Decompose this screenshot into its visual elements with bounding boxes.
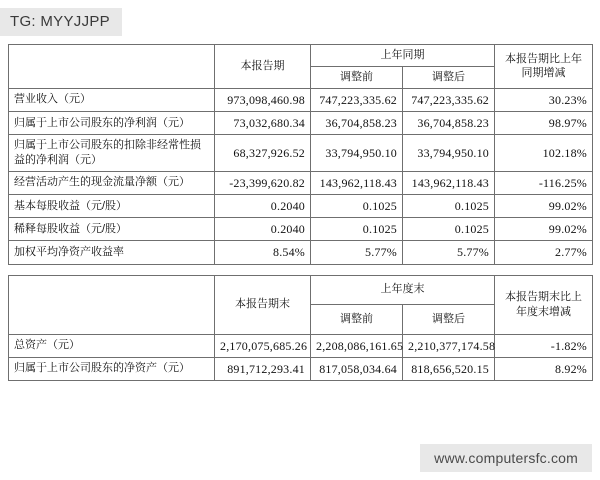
cell-current: 8.54% <box>215 241 311 264</box>
tg-banner <box>0 8 122 36</box>
header-blank-cell <box>9 275 215 334</box>
cell-prior-before: 747,223,335.62 <box>311 88 403 111</box>
table-row <box>9 111 593 134</box>
cell-current: 0.2040 <box>215 194 311 217</box>
cell-change: 99.02% <box>495 218 593 241</box>
cell-change: -116.25% <box>495 171 593 194</box>
watermark-label: www.computersfc.com <box>434 450 578 466</box>
cell-change: 30.23% <box>495 88 593 111</box>
table-header-row-1 <box>9 45 593 67</box>
table-row <box>9 135 593 172</box>
balance-sheet-table <box>8 275 593 381</box>
table-row <box>9 88 593 111</box>
cell-prior-after: 143,962,118.43 <box>403 171 495 194</box>
cell-prior-after: 36,704,858.23 <box>403 111 495 134</box>
cell-prior-before: 2,208,086,161.65 <box>311 334 403 357</box>
cell-current: 891,712,293.41 <box>215 357 311 380</box>
header-current-period: 本报告期 <box>215 45 311 89</box>
tg-banner-label: TG: MYYJJPP <box>10 13 110 30</box>
table-row <box>9 241 593 264</box>
row-label: 营业收入（元） <box>9 88 215 111</box>
row-label: 加权平均净资产收益率 <box>9 241 215 264</box>
cell-current: 0.2040 <box>215 218 311 241</box>
header-blank-cell <box>9 45 215 89</box>
cell-prior-before: 5.77% <box>311 241 403 264</box>
cell-change: 102.18% <box>495 135 593 172</box>
cell-change: 98.97% <box>495 111 593 134</box>
cell-prior-before: 33,794,950.10 <box>311 135 403 172</box>
row-label: 归属于上市公司股东的净资产（元） <box>9 357 215 380</box>
cell-prior-after: 818,656,520.15 <box>403 357 495 380</box>
cell-prior-after: 33,794,950.10 <box>403 135 495 172</box>
cell-current: -23,399,620.82 <box>215 171 311 194</box>
cell-prior-before: 0.1025 <box>311 194 403 217</box>
header-before-adjust: 调整前 <box>311 305 403 335</box>
cell-prior-before: 36,704,858.23 <box>311 111 403 134</box>
cell-prior-after: 747,223,335.62 <box>403 88 495 111</box>
table-row <box>9 194 593 217</box>
row-label: 归属于上市公司股东的净利润（元） <box>9 111 215 134</box>
header-prior-year-end: 上年度末 <box>311 275 495 305</box>
cell-prior-after: 0.1025 <box>403 218 495 241</box>
header-change: 本报告期末比上年度末增减 <box>495 275 593 334</box>
cell-prior-after: 0.1025 <box>403 194 495 217</box>
financial-sheet <box>8 44 592 381</box>
cell-current: 2,170,075,685.26 <box>215 334 311 357</box>
header-change: 本报告期比上年同期增减 <box>495 45 593 89</box>
row-label: 归属于上市公司股东的扣除非经常性损益的净利润（元） <box>9 135 215 172</box>
table-row <box>9 218 593 241</box>
cell-prior-before: 0.1025 <box>311 218 403 241</box>
cell-current: 73,032,680.34 <box>215 111 311 134</box>
cell-current: 973,098,460.98 <box>215 88 311 111</box>
header-after-adjust: 调整后 <box>403 66 495 88</box>
table-row <box>9 334 593 357</box>
cell-change: 99.02% <box>495 194 593 217</box>
table-header-row-1 <box>9 275 593 305</box>
header-current-period-end: 本报告期末 <box>215 275 311 334</box>
cell-prior-after: 2,210,377,174.58 <box>403 334 495 357</box>
row-label: 经营活动产生的现金流量净额（元） <box>9 171 215 194</box>
cell-current: 68,327,926.52 <box>215 135 311 172</box>
cell-change: -1.82% <box>495 334 593 357</box>
cell-change: 2.77% <box>495 241 593 264</box>
row-label: 稀释每股收益（元/股） <box>9 218 215 241</box>
watermark <box>420 444 592 472</box>
header-before-adjust: 调整前 <box>311 66 403 88</box>
row-label: 总资产（元） <box>9 334 215 357</box>
row-label: 基本每股收益（元/股） <box>9 194 215 217</box>
table-row <box>9 171 593 194</box>
header-after-adjust: 调整后 <box>403 305 495 335</box>
header-prior-period: 上年同期 <box>311 45 495 67</box>
cell-change: 8.92% <box>495 357 593 380</box>
table-row <box>9 357 593 380</box>
cell-prior-after: 5.77% <box>403 241 495 264</box>
period-results-table <box>8 44 593 265</box>
cell-prior-before: 143,962,118.43 <box>311 171 403 194</box>
cell-prior-before: 817,058,034.64 <box>311 357 403 380</box>
